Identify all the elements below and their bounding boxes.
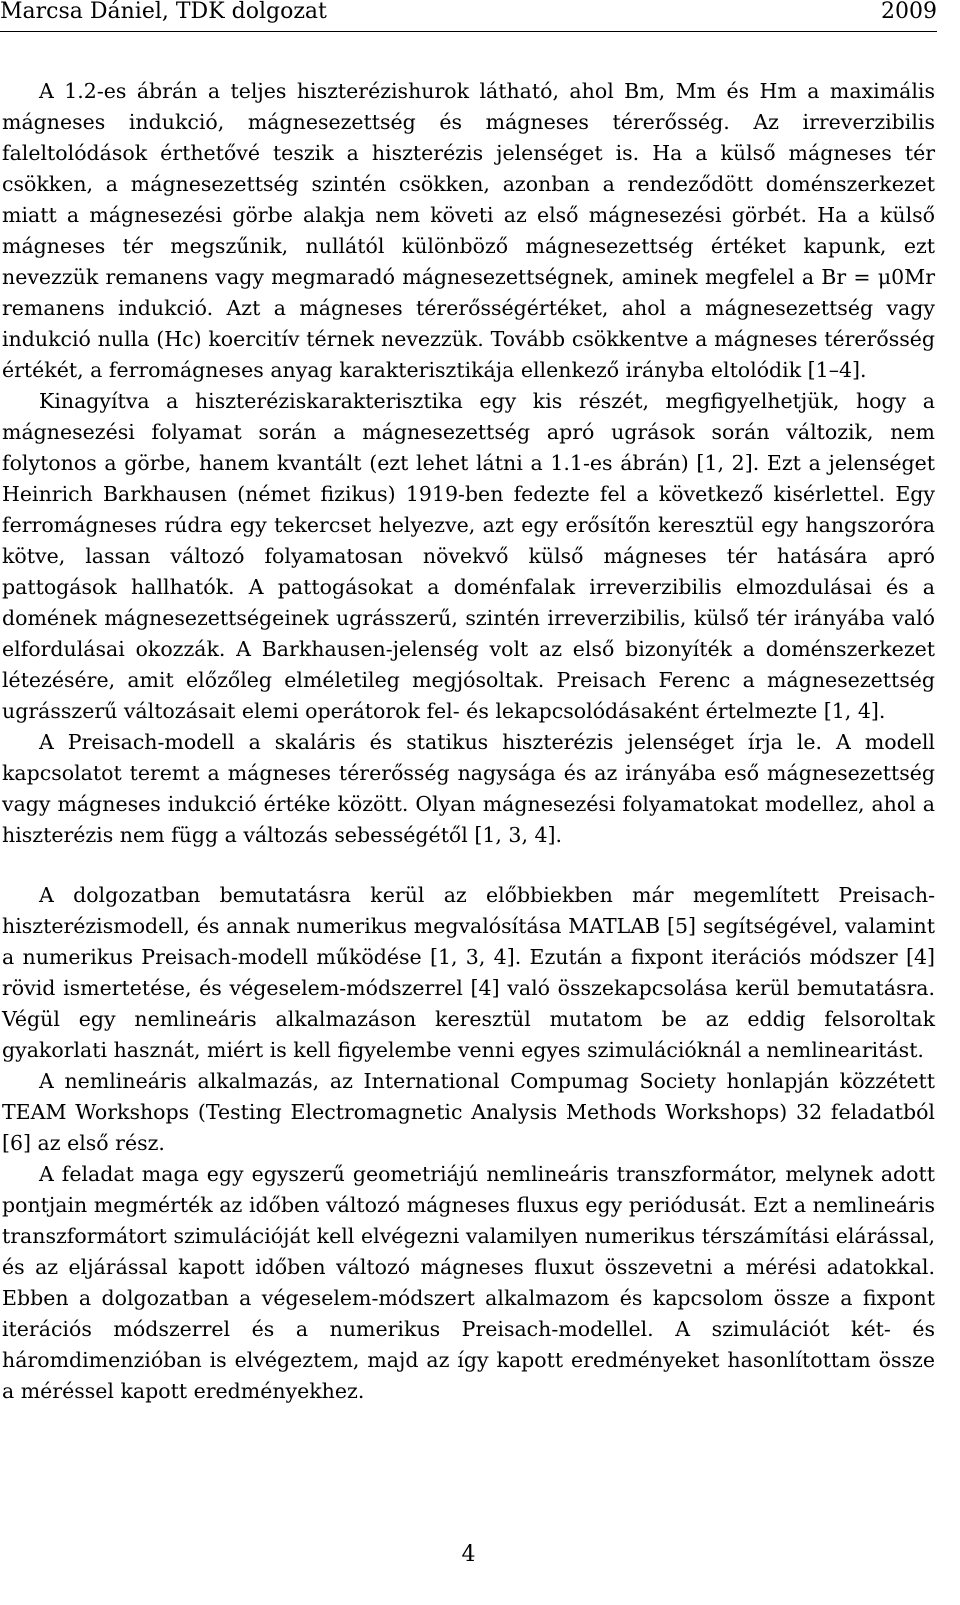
header-year: 2009 <box>881 0 937 24</box>
paragraph-team-workshops: A nemlineáris alkalmazás, az International Compumag Society honlapján közzétett TEAM Workshops (Testing Electromagnetic Analysis Methods Workshops) 32 feladatból [6] az első rész. <box>2 1069 935 1155</box>
header-author-title: Marcsa Dániel, TDK dolgozat <box>0 0 327 24</box>
body-text <box>2 76 935 1407</box>
running-header <box>0 0 937 30</box>
page-number: 4 <box>461 1542 476 1567</box>
paragraph-barkhausen: Kinagyítva a hiszteréziskarakterisztika egy kis részét, megfigyelhetjük, hogy a mágnesezési folyamat során a mágnesezettség apró ugrások során változik, nem folytonos a görbe, hanem kvantált (ezt lehet látni a 1.1-es ábrán) [1, 2]. Ezt a jelenséget Heinrich Barkhausen (német fizikus) 1919-ben fedezte fel a következő kisérlettel. Egy ferromágneses rúdra egy tekercset helyezve, azt egy erősítőn keresztül egy hangszoróra kötve, lassan változó folyamatosan növekvő külső mágneses tér hatására apró pattogások hallhatók. A pattogásokat a doménfalak irreverzibilis elmozdulásai és a domének mágnesezettségeinek ugrásszerű, szintén irreverzibilis, külső tér irányába való elfordulásai okozzák. A Barkhausen-jelenség volt az első bizonyíték a doménszerkezet létezésére, amit előzőleg elméletileg megjósoltak. Preisach Ferenc a mágnesezettség ugrásszerű változásait elemi operátorok fel- és lekapcsolódásaként értelmezte [1, 4]. <box>2 389 935 723</box>
paragraph-preisach-model: A Preisach-modell a skaláris és statikus hiszterézis jelenséget írja le. A modell kapcsolatot teremt a mágneses térerősség nagysága és az irányába eső mágnesezettség vagy mágneses indukció értéke között. Olyan mágnesezési folyamatokat modellez, ahol a hiszterézis nem függ a változás sebességétől [1, 3, 4]. <box>2 730 935 847</box>
header-rule <box>0 31 937 32</box>
paragraph-thesis-outline: A dolgozatban bemutatásra kerül az előbbiekben már megemlített Preisach-hiszterézismodell, és annak numerikus megvalósítása MATLAB [5] segítségével, valamint a numerikus Preisach-modell működése [1, 3, 4]. Ezután a fixpont iterációs módszer [4] rövid ismertetése, és végeselem-módszerrel [4] való összekapcsolása kerül bemutatásra. Végül egy nemlineáris alkalmazáson keresztül mutatom be az eddig felsoroltak gyakorlati hasznát, miért is kell figyelembe venni egyes szimulációknál a nemlinearitást. <box>2 883 935 1062</box>
paragraph-gap <box>2 851 935 880</box>
paragraph-hysteresis-loop: A 1.2-es ábrán a teljes hiszterézishurok látható, ahol Bm, Mm és Hm a maximális mágneses indukció, mágnesezettség és mágneses térerősség. Az irreverzibilis faleltolódások érthetővé teszik a hiszterézis jelenséget is. Ha a külső mágneses tér csökken, a mágnesezettség szintén csökken, azonban a rendeződött doménszerkezet miatt a mágnesezési görbe alakja nem követi az első mágnesezési görbét. Ha a külső mágneses tér megszűnik, nullától különböző mágnesezettség értéket kapunk, ezt nevezzük remanens vagy megmaradó mágnesezettségnek, aminek megfelel a Br = μ0Mr remanens indukció. Azt a mágneses térerősségértéket, ahol a mágnesezettség vagy indukció nulla (Hc) koercitív térnek nevezzük. Tovább csökkentve a mágneses térerősség értékét, a ferromágneses anyag karakterisztikája ellenkező irányba eltolódik [1–4]. <box>2 79 935 382</box>
paragraph-transformer-task: A feladat maga egy egyszerű geometriájú nemlineáris transzformátor, melynek adott pontjain megmérték az időben változó mágneses fluxus egy periódusát. Ezt a nemlineáris transzformátort szimulációját kell elvégezni valamilyen numerikus térszámítási elárással, és az eljárással kapott időben változó mágneses fluxut összevetni a mérési adatokkal. Ebben a dolgozatban a végeselem-módszert alkalmazom és kapcsolom össze a fixpont iterációs módszerrel és a numerikus Preisach-modellel. A szimulációt két- és háromdimenzióban is elvégeztem, majd az így kapott eredményeket hasonlítottam össze a méréssel kapott eredményekhez. <box>2 1162 935 1403</box>
